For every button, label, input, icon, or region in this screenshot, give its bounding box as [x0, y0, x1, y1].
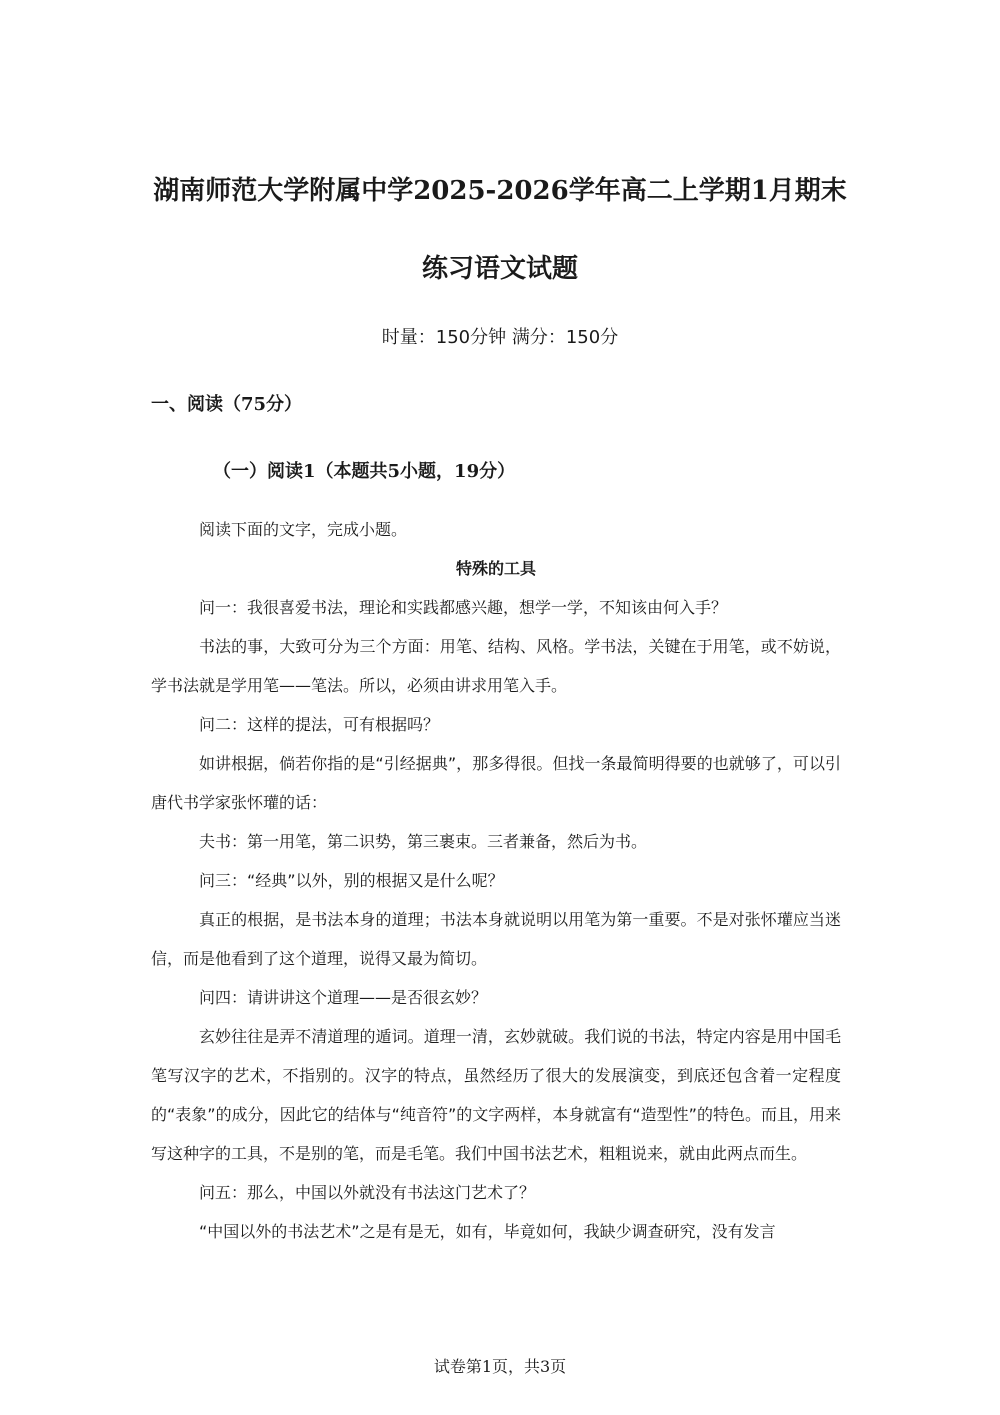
page-footer: 试卷第1页，共3页 — [433, 1357, 567, 1376]
paragraph: 玄妙往往是弄不清道理的遁词。道理一清，玄妙就破。我们说的书法，特定内容是用中国毛笔写汉字的艺术，不指别的。汉字的特点，虽然经历了很大的发展演变，到底还包含着一定程度的“表象”的成分，因此它的结体与“纯音符”的文字两样，本身就富有“造型性”的特色。而且，用来写这种字的工具，不是别的笔，而是毛笔。我们中国书法艺术，粗粗说来，就由此两点而生。 — [151, 1027, 841, 1163]
exam-meta: 时量：150分钟 满分：150分 — [381, 327, 619, 348]
exam-title-line1: 湖南师范大学附属中学2025-2026学年高二上学期1月期末 — [153, 176, 847, 206]
paragraph: 问二：这样的提法，可有根据吗？ — [199, 715, 440, 734]
paragraph: 问四：请讲讲这个道理——是否很玄妙？ — [199, 988, 488, 1007]
paragraph: 问一：我很喜爱书法，理论和实践都感兴趣，想学一学，不知该由何入手？ — [199, 598, 728, 617]
article-title: 特殊的工具 — [455, 559, 536, 578]
exam-title-line2: 练习语文试题 — [421, 254, 578, 284]
reading-body — [151, 510, 841, 1251]
paragraph: 如讲根据，倘若你指的是“引经据典”，那多得很。但找一条最简明得要的也就够了，可以引唐代书学家张怀瓘的话： — [151, 754, 841, 812]
section-heading: 一、阅读（75分） — [151, 394, 303, 415]
paragraph: “中国以外的书法艺术”之是有是无，如有，毕竟如何，我缺少调查研究，没有发言 — [199, 1222, 776, 1241]
instruction-text: 阅读下面的文字，完成小题。 — [199, 520, 408, 539]
paragraph: 真正的根据，是书法本身的道理；书法本身就说明以用笔为第一重要。不是对张怀瓘应当迷信，而是他看到了这个道理，说得又最为简切。 — [151, 910, 841, 968]
subsection-heading: （一）阅读1（本题共5小题，19分） — [213, 461, 516, 482]
paragraph: 问五：那么，中国以外就没有书法这门艺术了？ — [199, 1183, 536, 1202]
paragraph: 问三：“经典”以外，别的根据又是什么呢？ — [199, 871, 504, 890]
paragraph: 夫书：第一用笔，第二识势，第三裹束。三者兼备，然后为书。 — [199, 832, 648, 851]
paragraph: 书法的事，大致可分为三个方面：用笔、结构、风格。学书法，关键在于用笔，或不妨说，学书法就是学用笔——笔法。所以，必须由讲求用笔入手。 — [151, 637, 841, 695]
